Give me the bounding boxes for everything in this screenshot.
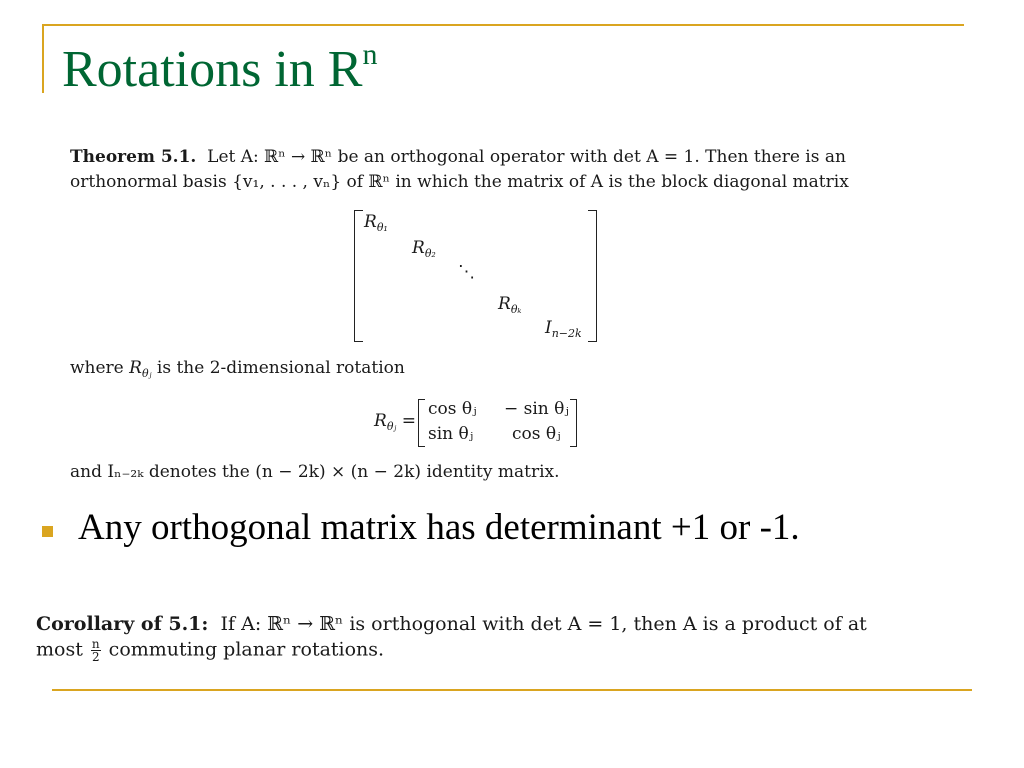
fraction-n-over-2: $\frac{n}{2}$	[91, 637, 100, 664]
theorem-line-1	[70, 147, 846, 167]
rotation-left-bracket	[418, 399, 425, 447]
corollary-line-1: Corollary of 5.1: If A: ℝⁿ → ℝⁿ is orthogonal with det A = 1, then A is a product of at	[36, 613, 867, 635]
matrix-dots: ⋱	[458, 262, 475, 282]
where-line: where $R_{\theta ⱼ}$ is the 2-dimensional rotation	[70, 358, 405, 380]
matrix-right-bracket	[588, 210, 597, 342]
matrix-entry-identity: $I_{n-2k}$	[545, 318, 582, 340]
theorem-label: Theorem 5.1.	[70, 147, 197, 167]
matrix-entry-rk: $R_{\theta_k}$	[498, 294, 522, 316]
matrix-left-bracket	[354, 210, 363, 342]
matrix-entry-r1: $R_{\theta_1}$	[364, 212, 388, 234]
theorem-line-1-text: Let A: ℝⁿ → ℝⁿ be an orthogonal operator with det A = 1. Then there is an	[207, 147, 846, 167]
bullet-text: Any orthogonal matrix has determinant +1 or -1.	[78, 507, 800, 548]
rotation-a22: cos θⱼ	[512, 424, 561, 444]
matrix-entry-r2: $R_{\theta_2}$	[412, 238, 436, 260]
identity-line: and Iₙ₋₂ₖ denotes the (n − 2k) × (n − 2k) identity matrix.	[70, 462, 560, 482]
slide-title-main: Rotations in R	[62, 41, 363, 98]
theorem-line-2: orthonormal basis {v₁, . . . , vₙ} of ℝⁿ in which the matrix of A is the block diagonal matrix	[70, 172, 849, 192]
rotation-a12: − sin θⱼ	[504, 399, 569, 419]
slide-title-superscript: n	[362, 38, 378, 71]
rotation-lhs: $R_{\theta ⱼ}$ =	[374, 411, 416, 433]
slide-title	[62, 38, 378, 98]
bullet-square-icon	[42, 526, 53, 537]
bottom-rule	[52, 689, 972, 691]
left-rule	[42, 24, 44, 93]
top-rule	[42, 24, 964, 26]
rotation-right-bracket	[570, 399, 577, 447]
corollary-label: Corollary of 5.1:	[36, 613, 209, 635]
corollary-line-2: most $\frac{n}{2}$ commuting planar rotations.	[36, 637, 385, 664]
rotation-a21: sin θⱼ	[428, 424, 474, 444]
rotation-a11: cos θⱼ	[428, 399, 477, 419]
